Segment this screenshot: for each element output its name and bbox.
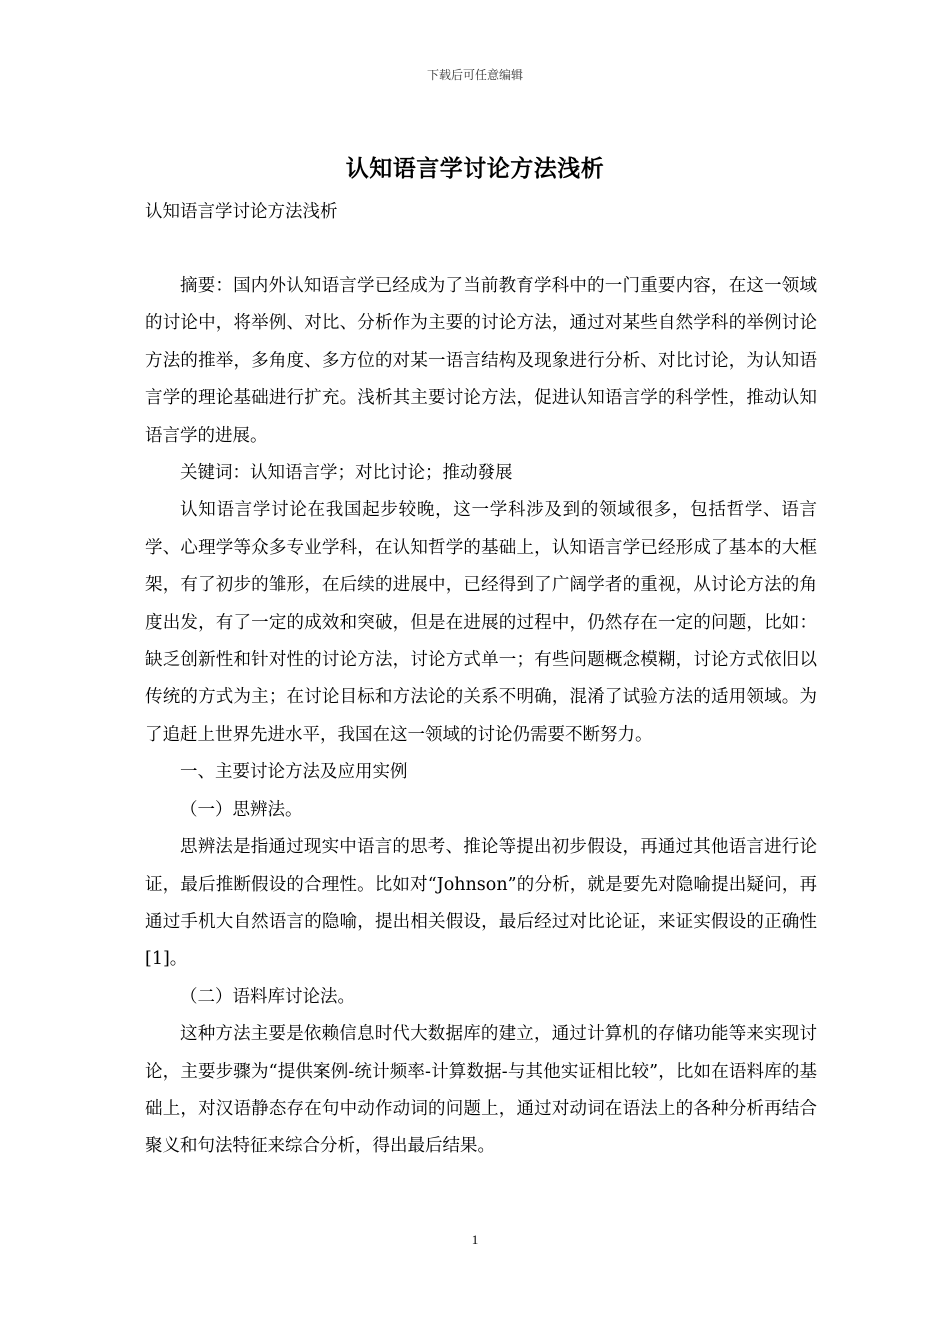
header-note: 下载后可任意编辑 [426, 68, 523, 82]
intro-paragraph: 认知语言学讨论在我国起步较晚，这一学科涉及到的领域很多，包括哲学、语言学、心理学等众多专业学科，在认知哲学的基础上，认知语言学已经形成了基本的大框架，有了初步的雏形，在后续的进展中，已经得到了广阔学者的重视，从讨论方法的角度出发，有了一定的成效和突破，但是在进展的过程中，仍然存在一定的问题，比如：缺乏创新性和针对性的讨论方法，讨论方式单一；有些问题概念模糊，讨论方式依旧以传统的方式为主；在讨论目标和方法论的关系不明确，混淆了试验方法的适用领域。为了追赶上世界先进水平，我国在这一领域的讨论仍需要不断努力。 [145, 500, 817, 745]
page-number: 1 [471, 1232, 479, 1247]
corpus-method-paragraph: 这种方法主要是依赖信息时代大数据库的建立，通过计算机的存储功能等来实现讨论，主要步骤为“提供案例-统计频率-计算数据-与其他实证相比较”，比如在语料库的基础上，对汉语静态存在句中动作动词的问题上，通过对动词在语法上的各种分析再结合聚义和句法特征来综合分析，得出最后结果。 [145, 1024, 817, 1157]
speculative-method-paragraph: 思辨法是指通过现实中语言的思考、推论等提出初步假设，再通过其他语言进行论证，最后推断假设的合理性。比如对“Johnson”的分析，就是要先对隐喻提出疑问，再通过手机大自然语言的隐喻，提出相关假设，最后经过对比论证，来证实假设的正确性[1]。 [145, 837, 817, 970]
document-title: 认知语言学讨论方法浅析 [345, 156, 605, 182]
subsection-heading-1: （一）思辨法。 [180, 799, 303, 820]
section-heading-1: 一、主要讨论方法及应用实例 [180, 762, 408, 783]
abstract-paragraph: 摘要：国内外认知语言学已经成为了当前教育学科中的一门重要内容，在这一领域的讨论中，将举例、对比、分析作为主要的讨论方法，通过对某些自然学科的举例讨论方法的推举，多角度、多方位的对某一语言结构及现象进行分析、对比讨论，为认知语言学的理论基础进行扩充。浅析其主要讨论方法，促进认知语言学的科学性，推动认知语言学的进展。 [145, 276, 817, 446]
document-subtitle: 认知语言学讨论方法浅析 [145, 202, 338, 222]
subsection-heading-2: （二）语料库讨论法。 [180, 986, 355, 1007]
keywords-paragraph: 关键词：认知语言学；对比讨论；推动發展 [180, 463, 513, 484]
document-body [145, 268, 817, 1166]
